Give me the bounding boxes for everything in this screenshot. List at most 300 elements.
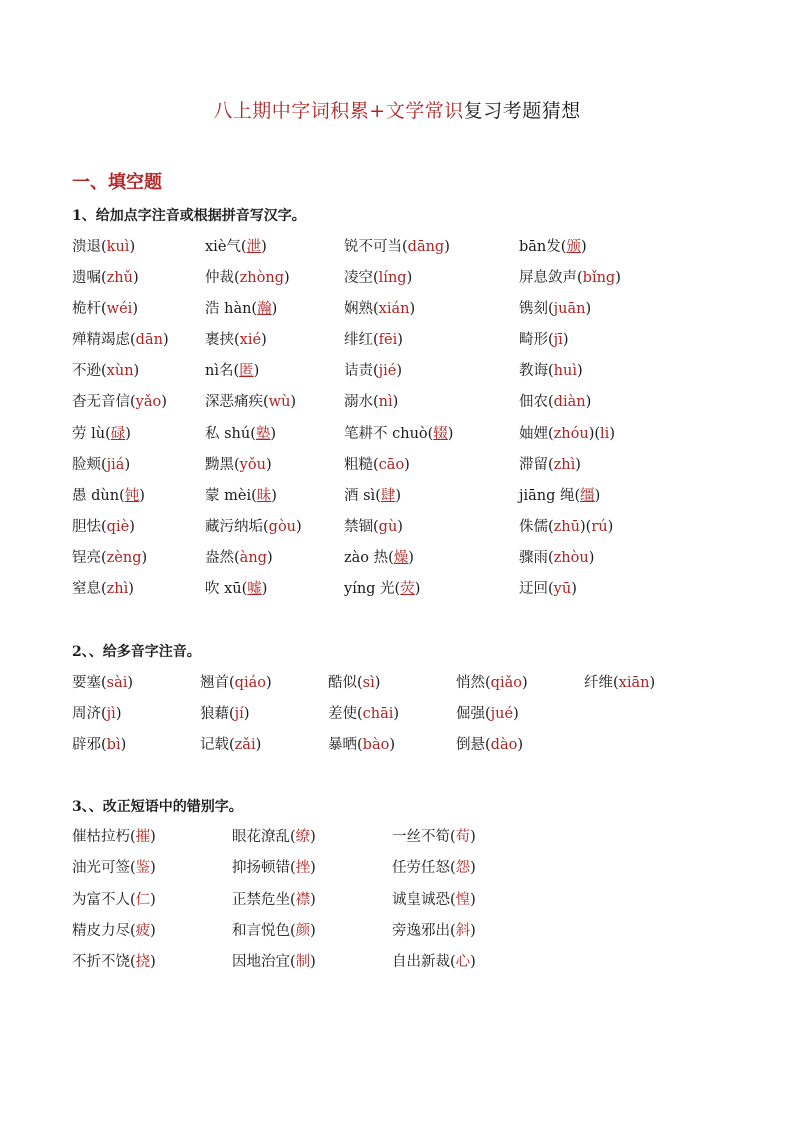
item-answer: xùn [106, 363, 134, 380]
item-prompt: 胆怯( [72, 518, 107, 535]
item-prompt: 凌空( [344, 270, 379, 287]
item-answer: jiá [106, 456, 125, 473]
item-answer: chāi [362, 706, 394, 722]
item-answer: wù [268, 394, 291, 411]
exercise-item [519, 359, 583, 380]
exercise-item [519, 484, 600, 505]
item-answer: li [600, 425, 610, 442]
item-prompt: 佃农( [519, 394, 554, 411]
exercise-item [200, 733, 261, 754]
item-answer: zhì [106, 581, 129, 598]
exercise-item [344, 359, 402, 380]
item-answer: qiǎo [490, 675, 522, 691]
item-prompt: 私 shú( [205, 425, 256, 442]
question-3-label: 3、、改正短语中的错别字。 [72, 799, 243, 815]
exercise-item [344, 515, 403, 536]
exercise-item [205, 546, 273, 567]
item-answer: jī [553, 332, 563, 349]
item-answer: 颜 [295, 922, 311, 939]
item-bracket: ) [124, 456, 131, 473]
item-prompt: 屏息敛声( [519, 270, 583, 287]
exercise-item [72, 297, 138, 318]
item-bracket: ) [265, 675, 272, 691]
item-answer: qiè [106, 518, 130, 535]
exercise-item [72, 515, 135, 536]
item-prompt: 溃退( [72, 239, 107, 255]
item-answer: 碌 [110, 425, 126, 442]
item-prompt: 自出新裁( [392, 954, 456, 971]
item-prompt: 正禁危坐( [232, 891, 296, 908]
item-prompt: 滞留( [519, 456, 554, 473]
item-bracket: ) [150, 829, 156, 845]
item-prompt: 蒙 mèi( [205, 487, 257, 504]
item-prompt: 吹 xū( [205, 581, 248, 598]
item-answer: 燥 [393, 549, 409, 566]
exercise-item [392, 825, 476, 846]
exercise-item [344, 484, 401, 505]
exercise-item [72, 671, 133, 692]
exercise-item [519, 422, 615, 443]
item-bracket: ) [395, 487, 402, 504]
item-prompt: 迂回( [519, 581, 554, 598]
item-prompt: 深恶痛疾( [205, 394, 269, 411]
exercise-item [205, 577, 267, 598]
item-prompt: 妯娌( [519, 425, 554, 442]
item-prompt: 辟邪( [72, 737, 107, 753]
item-prompt: xiè气( [205, 239, 247, 255]
item-answer: zhǔ [106, 270, 133, 287]
item-bracket: ) [120, 737, 127, 753]
exercise-item [72, 422, 131, 443]
item-bracket: )( [580, 518, 592, 535]
item-bracket: ) [310, 922, 316, 939]
item-prompt: 禁锢( [344, 518, 379, 535]
item-answer: rú [591, 518, 608, 535]
item-answer: 苟 [455, 829, 471, 845]
item-prompt: 倒悬( [456, 737, 491, 753]
item-bracket: ) [284, 270, 290, 287]
exercise-item [72, 577, 134, 598]
item-answer: jué [490, 706, 514, 722]
item-bracket: ) [577, 363, 583, 380]
item-bracket: ) [470, 922, 476, 939]
exercise-item [232, 950, 316, 971]
item-answer: 昧 [256, 487, 272, 504]
item-prompt: 桅杆( [72, 301, 107, 318]
item-prompt: 抑扬顿错( [232, 860, 296, 877]
item-bracket: ) [393, 706, 400, 722]
item-answer: 鉴 [135, 860, 151, 877]
exercise-item [344, 390, 398, 411]
item-bracket: ) [270, 425, 277, 442]
item-bracket: ) [310, 860, 316, 877]
item-bracket: ) [406, 270, 413, 287]
item-answer: 疲 [135, 922, 151, 939]
item-bracket: ) [162, 332, 169, 349]
exercise-item [205, 297, 277, 318]
item-answer: 仁 [135, 891, 151, 908]
item-answer: sài [106, 675, 128, 691]
item-bracket: ) [255, 737, 262, 753]
item-bracket: ) [615, 270, 621, 287]
exercise-item [232, 888, 316, 909]
exercise-item [519, 235, 587, 256]
item-bracket: ) [150, 954, 156, 971]
item-prompt: 诚皇诚恐( [392, 891, 456, 908]
item-answer: zhòu [553, 549, 589, 566]
item-prompt: 记载( [200, 737, 235, 753]
exercise-item [205, 484, 277, 505]
exercise-item [205, 266, 290, 287]
item-bracket: ) [392, 394, 399, 411]
item-bracket: ) [562, 332, 569, 349]
item-prompt: 和言悦色( [232, 922, 296, 939]
item-answer: 缭 [295, 829, 311, 845]
item-bracket: ) [588, 549, 595, 566]
exercise-item [456, 671, 528, 692]
item-answer: huì [553, 363, 577, 380]
exercise-item [519, 515, 613, 536]
item-bracket: ) [290, 394, 297, 411]
item-prompt: 绯红( [344, 332, 379, 349]
item-prompt: 镌刻( [519, 301, 554, 318]
exercise-item [519, 453, 581, 474]
item-prompt: 锐不可当( [344, 239, 408, 255]
item-answer: gù [378, 518, 398, 535]
exercise-item [72, 702, 121, 723]
item-bracket: ) [585, 301, 592, 318]
item-answer: 心 [455, 954, 471, 971]
exercise-item [344, 422, 453, 443]
item-answer: sì [362, 675, 375, 691]
item-prompt: 殚精竭虑( [72, 332, 136, 349]
item-answer: bǐng [582, 270, 616, 287]
item-prompt: 溺水( [344, 394, 379, 411]
item-prompt: 酒 sì( [344, 487, 381, 504]
item-answer: qiáo [234, 675, 266, 691]
item-bracket: ) [609, 425, 615, 442]
exercise-item [519, 390, 591, 411]
item-prompt: 倔强( [456, 706, 491, 722]
exercise-item [205, 235, 267, 256]
item-bracket: ) [150, 860, 156, 877]
exercise-item [456, 702, 519, 723]
item-answer: yū [553, 581, 572, 598]
item-bracket: ) [261, 239, 267, 255]
item-prompt: 悄然( [456, 675, 491, 691]
item-prompt: 周济( [72, 706, 107, 722]
item-bracket: ) [128, 581, 134, 598]
item-bracket: ) [310, 829, 316, 845]
exercise-item [72, 484, 145, 505]
item-bracket: ) [261, 332, 267, 349]
item-prompt: 骤雨( [519, 549, 554, 566]
item-bracket: ) [396, 363, 403, 380]
exercise-item [72, 266, 139, 287]
item-answer: yǎo [135, 394, 162, 411]
item-bracket: ) [397, 332, 403, 349]
item-prompt: 为富不人( [72, 891, 136, 908]
item-bracket: ) [125, 425, 131, 442]
item-prompt: zào 热( [344, 549, 394, 566]
exercise-item [72, 390, 167, 411]
item-bracket: ) [161, 394, 167, 411]
exercise-item [200, 671, 272, 692]
exercise-item [392, 919, 476, 940]
item-prompt: 不折不饶( [72, 954, 136, 971]
item-answer: wéi [106, 301, 133, 318]
exercise-item [392, 856, 476, 877]
title-rest: 复习考题猜想 [463, 100, 581, 122]
item-answer: jí [234, 706, 244, 722]
item-bracket: ) [513, 706, 519, 722]
exercise-item [205, 359, 259, 380]
item-prompt: 畸形( [519, 332, 554, 349]
item-bracket: ) [607, 518, 614, 535]
item-prompt: 催枯拉朽( [72, 829, 136, 845]
item-bracket: ) [571, 581, 577, 598]
item-answer: xián [378, 301, 410, 318]
item-bracket: ) [521, 675, 528, 691]
exercise-item [392, 888, 476, 909]
item-prompt: 狼藉( [200, 706, 235, 722]
item-prompt: 油光可签( [72, 860, 136, 877]
exercise-item [328, 733, 395, 754]
item-prompt: 精皮力尽( [72, 922, 136, 939]
item-bracket: ) [129, 518, 135, 535]
item-prompt: bān发( [519, 239, 567, 255]
item-bracket: ) [115, 706, 122, 722]
item-answer: xié [239, 332, 262, 349]
item-prompt: 差使( [328, 706, 363, 722]
item-bracket: ) [141, 549, 148, 566]
item-prompt: 浩 hàn( [205, 301, 258, 318]
exercise-item [72, 733, 126, 754]
exercise-item [519, 297, 591, 318]
item-answer: 匿 [239, 363, 254, 380]
item-bracket: ) [649, 675, 656, 691]
exercise-item [205, 390, 296, 411]
exercise-item [72, 328, 169, 349]
item-answer: 嘘 [247, 581, 262, 598]
exercise-item [205, 328, 267, 349]
item-bracket: ) [150, 922, 156, 939]
exercise-item [72, 359, 139, 380]
item-answer: jì [106, 706, 116, 722]
item-answer: cāo [378, 456, 405, 473]
item-prompt: jiāng 绳( [519, 487, 581, 504]
section-heading: 一、填空题 [72, 172, 162, 193]
item-prompt: 诘责( [344, 363, 379, 380]
item-prompt: 遗嘱( [72, 270, 107, 287]
exercise-item [344, 546, 414, 567]
item-bracket: ) [444, 239, 450, 255]
item-prompt: 一丝不筍( [392, 829, 456, 845]
exercise-item [205, 453, 272, 474]
exercise-item [328, 671, 380, 692]
item-prompt: 脸颊( [72, 456, 107, 473]
item-bracket: ) [397, 518, 403, 535]
item-answer: jié [378, 363, 397, 380]
page-title [0, 96, 794, 123]
item-answer: dào [490, 737, 518, 753]
item-answer: àng [239, 549, 267, 566]
item-prompt: 任劳任怒( [392, 860, 456, 877]
item-bracket: ) [139, 487, 145, 504]
exercise-item [72, 950, 156, 971]
item-prompt: 窒息( [72, 581, 107, 598]
exercise-item [72, 856, 156, 877]
item-prompt: 旁逸邪出( [392, 922, 456, 939]
item-bracket: ) [585, 394, 592, 411]
exercise-item [232, 856, 316, 877]
item-bracket: ) [517, 737, 524, 753]
item-bracket: ) [580, 239, 587, 255]
item-prompt: yíng 光( [344, 581, 401, 598]
item-prompt: 盎然( [205, 549, 240, 566]
exercise-item [72, 888, 156, 909]
item-prompt: 酷似( [328, 675, 363, 691]
exercise-item [519, 328, 568, 349]
item-bracket: ) [266, 549, 273, 566]
item-prompt: 翘首( [200, 675, 235, 691]
item-answer: 肆 [380, 487, 396, 504]
exercise-item [200, 702, 249, 723]
item-answer: 怨 [455, 860, 471, 877]
item-answer: dāng [407, 239, 445, 255]
exercise-item [519, 546, 594, 567]
item-bracket: ) [470, 891, 476, 908]
item-bracket: ) [404, 456, 410, 473]
item-answer: 斜 [455, 922, 471, 939]
item-bracket: ) [575, 456, 581, 473]
item-answer: 泄 [246, 239, 262, 255]
item-answer: zǎi [234, 737, 256, 753]
item-bracket: ) [271, 487, 277, 504]
item-bracket: ) [447, 425, 454, 442]
item-answer: 制 [295, 954, 311, 971]
item-prompt: 暴晒( [328, 737, 363, 753]
item-prompt: 笔耕不 chuò( [344, 425, 434, 442]
item-bracket: ) [129, 239, 136, 255]
exercise-item [232, 825, 316, 846]
item-bracket: ) [296, 518, 302, 535]
exercise-item [344, 577, 420, 598]
item-bracket: ) [310, 954, 316, 971]
item-bracket: ) [374, 675, 381, 691]
item-bracket: ) [150, 891, 156, 908]
item-answer: 挠 [135, 954, 151, 971]
item-answer: 荧 [400, 581, 415, 598]
exercise-item [72, 825, 156, 846]
item-bracket: ) [261, 581, 268, 598]
item-bracket: ) [470, 954, 476, 971]
item-answer: dān [135, 332, 163, 349]
exercise-item [328, 702, 399, 723]
item-prompt: 锃亮( [72, 549, 107, 566]
item-answer: zèng [106, 549, 142, 566]
item-bracket: ) [133, 363, 140, 380]
item-prompt: 要塞( [72, 675, 107, 691]
item-answer: nì [378, 394, 393, 411]
item-prompt: 因地治宜( [232, 954, 296, 971]
exercise-item [72, 235, 135, 256]
item-answer: diàn [553, 394, 586, 411]
item-bracket: ) [594, 487, 601, 504]
item-bracket: ) [409, 301, 416, 318]
item-answer: 塾 [255, 425, 271, 442]
item-bracket: ) [253, 363, 260, 380]
item-answer: fēi [378, 332, 398, 349]
item-prompt: 不逊( [72, 363, 107, 380]
item-answer: yǒu [239, 456, 266, 473]
item-prompt: 劳 lù( [72, 425, 111, 442]
item-answer: 瀚 [257, 301, 272, 318]
item-prompt: 黝黑( [205, 456, 240, 473]
exercise-item [232, 919, 316, 940]
exercise-item [205, 422, 276, 443]
exercise-item [344, 266, 412, 287]
item-prompt: 愚 dùn( [72, 487, 125, 504]
item-answer: 摧 [135, 829, 151, 845]
item-prompt: 裹挟( [205, 332, 240, 349]
item-answer: kuì [106, 239, 130, 255]
item-answer: zhū [553, 518, 580, 535]
item-bracket: ) [271, 301, 278, 318]
item-answer: 襟 [295, 891, 311, 908]
exercise-item [344, 453, 410, 474]
item-prompt: 侏儒( [519, 518, 554, 535]
title-highlight: 八上期中字词积累+文学常识 [213, 100, 464, 122]
question-2-label: 2、、给多音字注音。 [72, 644, 201, 660]
exercise-item [205, 515, 302, 536]
item-bracket: ) [414, 581, 421, 598]
item-prompt: nì名( [205, 363, 240, 380]
item-bracket: ) [132, 301, 138, 318]
item-prompt: 仲裁( [205, 270, 240, 287]
exercise-item [344, 235, 450, 256]
item-answer: 辍 [433, 425, 448, 442]
exercise-item [519, 577, 577, 598]
item-answer: zhóu [553, 425, 589, 442]
item-prompt: 杳无音信( [72, 394, 136, 411]
item-answer: xiān [618, 675, 650, 691]
item-prompt: 藏污纳垢( [205, 518, 269, 535]
exercise-item [344, 328, 403, 349]
item-bracket: ) [133, 270, 139, 287]
item-bracket: ) [389, 737, 396, 753]
item-answer: zhì [553, 456, 576, 473]
item-prompt: 纤维( [584, 675, 619, 691]
item-answer: 惶 [455, 891, 471, 908]
exercise-item [72, 919, 156, 940]
item-prompt: 娴熟( [344, 301, 379, 318]
exercise-item [456, 733, 523, 754]
question-1-label: 1、给加点字注音或根据拼音写汉字。 [72, 208, 306, 224]
exercise-item [392, 950, 476, 971]
item-bracket: ) [408, 549, 414, 566]
item-answer: gòu [268, 518, 297, 535]
item-bracket: )( [588, 425, 601, 442]
item-answer: 缰 [580, 487, 595, 504]
item-bracket: ) [470, 829, 476, 845]
item-answer: 挫 [295, 860, 311, 877]
item-answer: 颁 [566, 239, 581, 255]
item-answer: 钝 [124, 487, 140, 504]
exercise-item [72, 453, 130, 474]
exercise-item [344, 297, 415, 318]
exercise-item [72, 546, 147, 567]
